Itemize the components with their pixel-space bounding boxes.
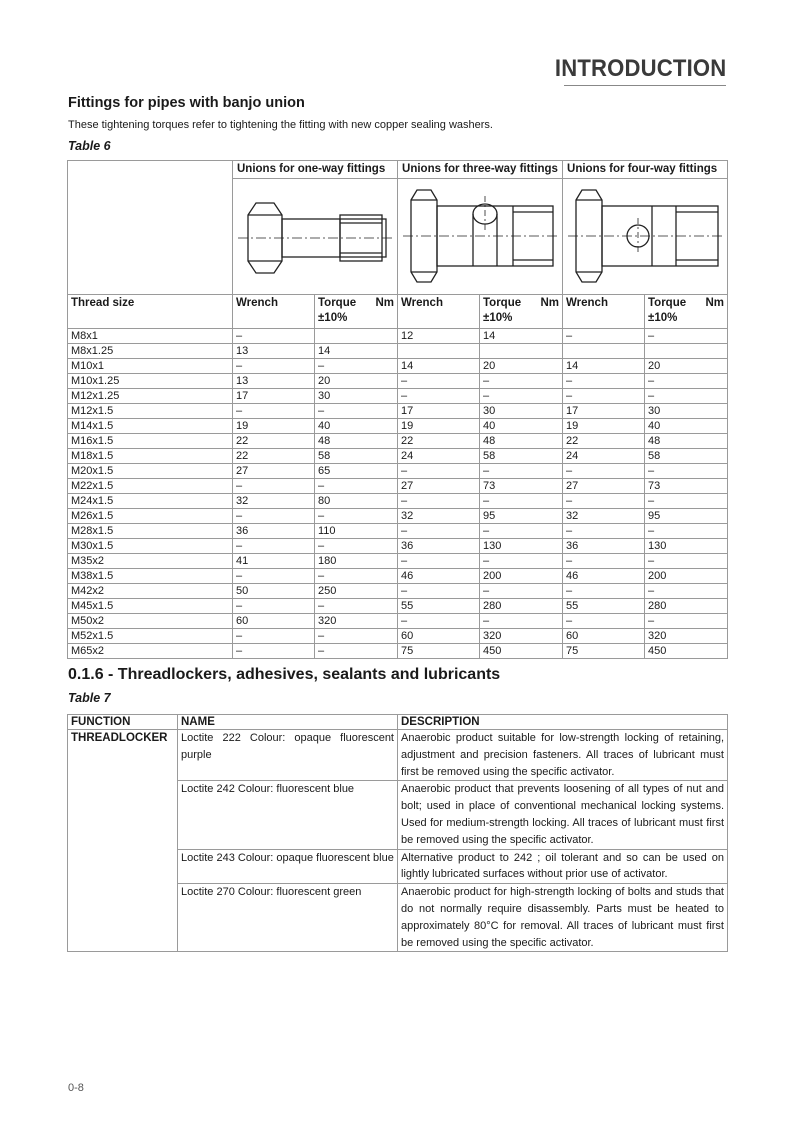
four-way-torque-cell: 280	[645, 599, 728, 614]
three-way-wrench-cell	[398, 344, 480, 359]
one-way-wrench-cell: –	[233, 404, 315, 419]
product-description-cell: Anaerobic product that prevents loosening of all types of nut and bolt; used in place of conventional mechanical locking systems. Used for medium-strength locking. All traces of lubricant must first be removed using the specific activator.	[398, 781, 728, 849]
four-way-torque-cell: –	[645, 494, 728, 509]
four-way-wrench-cell	[563, 344, 645, 359]
four-way-torque-cell: –	[645, 524, 728, 539]
table-row	[68, 614, 728, 629]
three-way-wrench-cell: 12	[398, 329, 480, 344]
torque-unit: Nm	[375, 297, 395, 309]
four-way-wrench-cell: 24	[563, 449, 645, 464]
thread-size-cell: M12x1.25	[68, 389, 233, 404]
four-way-wrench-cell: –	[563, 464, 645, 479]
three-way-torque-cell: 95	[480, 509, 563, 524]
one-way-wrench-cell: –	[233, 509, 315, 524]
one-way-torque-cell	[315, 329, 398, 344]
table-row	[68, 419, 728, 434]
section-description: These tightening torques refer to tightening the fitting with new copper sealing washers.	[68, 119, 493, 131]
thread-size-cell: M18x1.5	[68, 449, 233, 464]
four-way-wrench-cell: 17	[563, 404, 645, 419]
thread-size-cell: M52x1.5	[68, 629, 233, 644]
one-way-wrench-cell: 50	[233, 584, 315, 599]
one-way-wrench-cell: –	[233, 644, 315, 659]
three-way-wrench-cell: 75	[398, 644, 480, 659]
four-way-wrench-cell: –	[563, 374, 645, 389]
one-way-wrench-cell: –	[233, 329, 315, 344]
threadlocker-table	[67, 714, 728, 952]
four-way-torque-cell: 73	[645, 479, 728, 494]
four-way-torque-cell: 48	[645, 434, 728, 449]
one-way-torque-cell: –	[315, 359, 398, 374]
four-way-wrench-cell: –	[563, 389, 645, 404]
thread-size-cell: M14x1.5	[68, 419, 233, 434]
one-way-wrench-cell: –	[233, 629, 315, 644]
four-way-torque-cell: 95	[645, 509, 728, 524]
four-way-wrench-cell: 75	[563, 644, 645, 659]
one-way-union-drawing	[233, 179, 398, 295]
page-number: 0-8	[68, 1082, 84, 1094]
col-header-name: NAME	[178, 715, 398, 730]
three-way-torque-cell: 40	[480, 419, 563, 434]
three-way-wrench-cell: –	[398, 584, 480, 599]
torque-unit: Nm	[705, 297, 725, 309]
four-way-wrench-cell: 55	[563, 599, 645, 614]
col-header-torque	[315, 295, 398, 329]
thread-size-cell: M42x2	[68, 584, 233, 599]
thread-size-cell: M8x1	[68, 329, 233, 344]
four-way-wrench-cell: –	[563, 554, 645, 569]
table-row	[68, 389, 728, 404]
table-row	[68, 344, 728, 359]
four-way-torque-cell: –	[645, 389, 728, 404]
thread-size-cell: M22x1.5	[68, 479, 233, 494]
three-way-wrench-cell: –	[398, 524, 480, 539]
thread-size-cell: M8x1.25	[68, 344, 233, 359]
four-way-wrench-cell: 19	[563, 419, 645, 434]
product-name-cell: Loctite 243 Colour: opaque fluorescent blue	[178, 849, 398, 884]
product-description-cell: Anaerobic product for high-strength locking of bolts and studs that do not normally require disassembly. Parts must be heated to approximately 80°C for removal. All traces of lubricant must first be removed using the specific activator.	[398, 884, 728, 952]
three-way-torque-cell: 450	[480, 644, 563, 659]
col-header-wrench: Wrench	[563, 295, 645, 329]
three-way-wrench-cell: 17	[398, 404, 480, 419]
col-header-wrench: Wrench	[398, 295, 480, 329]
one-way-torque-cell: –	[315, 569, 398, 584]
table-row	[68, 599, 728, 614]
torque-tolerance: ±10%	[648, 312, 678, 324]
three-way-wrench-cell: –	[398, 389, 480, 404]
table-row	[68, 329, 728, 344]
four-way-torque-cell: –	[645, 584, 728, 599]
three-way-wrench-cell: 55	[398, 599, 480, 614]
one-way-torque-cell: 30	[315, 389, 398, 404]
table-row	[68, 494, 728, 509]
three-way-torque-cell: –	[480, 389, 563, 404]
header-rule	[564, 85, 726, 86]
col-header-description: DESCRIPTION	[398, 715, 728, 730]
four-way-wrench-cell: 36	[563, 539, 645, 554]
table-row	[68, 524, 728, 539]
four-way-torque-cell: –	[645, 464, 728, 479]
table-row	[68, 449, 728, 464]
four-way-wrench-cell: 14	[563, 359, 645, 374]
table-row	[68, 479, 728, 494]
one-way-wrench-cell: 13	[233, 344, 315, 359]
three-way-torque-cell: 14	[480, 329, 563, 344]
product-name-cell: Loctite 222 Colour: opaque fluorescent purple	[178, 730, 398, 781]
three-way-wrench-cell: –	[398, 554, 480, 569]
three-way-wrench-cell: –	[398, 464, 480, 479]
col-header-thread-size: Thread size	[68, 295, 233, 329]
thread-size-cell: M24x1.5	[68, 494, 233, 509]
one-way-torque-cell: 250	[315, 584, 398, 599]
four-way-torque-cell: 130	[645, 539, 728, 554]
one-way-torque-cell: 110	[315, 524, 398, 539]
four-way-torque-cell: 320	[645, 629, 728, 644]
three-way-torque-cell: 200	[480, 569, 563, 584]
three-way-torque-cell: –	[480, 614, 563, 629]
thread-size-cell: M16x1.5	[68, 434, 233, 449]
four-way-torque-cell: 200	[645, 569, 728, 584]
four-way-wrench-cell: 32	[563, 509, 645, 524]
three-way-union-drawing	[398, 179, 563, 295]
four-way-wrench-cell: 46	[563, 569, 645, 584]
table-row	[68, 569, 728, 584]
one-way-torque-cell: –	[315, 539, 398, 554]
table-row	[68, 509, 728, 524]
three-way-wrench-cell: –	[398, 494, 480, 509]
table-row	[68, 434, 728, 449]
one-way-torque-cell: –	[315, 509, 398, 524]
section-title-threadlockers: 0.1.6 - Threadlockers, adhesives, sealants and lubricants	[68, 666, 501, 683]
banjo-three-way-icon	[401, 180, 559, 290]
three-way-torque-cell: –	[480, 494, 563, 509]
table-7-caption: Table 7	[68, 691, 111, 705]
thread-size-cell: M38x1.5	[68, 569, 233, 584]
one-way-wrench-cell: 17	[233, 389, 315, 404]
col-header-wrench: Wrench	[233, 295, 315, 329]
one-way-torque-cell: 65	[315, 464, 398, 479]
three-way-wrench-cell: 14	[398, 359, 480, 374]
one-way-wrench-cell: 13	[233, 374, 315, 389]
four-way-wrench-cell: 27	[563, 479, 645, 494]
three-way-wrench-cell: 27	[398, 479, 480, 494]
one-way-torque-cell: –	[315, 599, 398, 614]
one-way-torque-cell: 20	[315, 374, 398, 389]
one-way-wrench-cell: 27	[233, 464, 315, 479]
one-way-wrench-cell: –	[233, 359, 315, 374]
three-way-torque-cell: –	[480, 584, 563, 599]
thread-size-cell: M12x1.5	[68, 404, 233, 419]
one-way-torque-cell: –	[315, 404, 398, 419]
three-way-torque-cell: 130	[480, 539, 563, 554]
one-way-torque-cell: –	[315, 644, 398, 659]
one-way-torque-cell: –	[315, 479, 398, 494]
one-way-wrench-cell: 32	[233, 494, 315, 509]
thread-size-cell: M10x1	[68, 359, 233, 374]
four-way-wrench-cell: –	[563, 584, 645, 599]
thread-size-cell: M20x1.5	[68, 464, 233, 479]
three-way-wrench-cell: –	[398, 614, 480, 629]
four-way-torque-cell: 450	[645, 644, 728, 659]
table-row	[68, 359, 728, 374]
torque-label: Torque	[318, 297, 357, 309]
four-way-torque-cell: –	[645, 329, 728, 344]
four-way-torque-cell	[645, 344, 728, 359]
table-row	[68, 584, 728, 599]
product-description-cell: Alternative product to 242 ; oil tolerant and so can be used on lightly lubricated surfaces without prior use of activator.	[398, 849, 728, 884]
one-way-torque-cell: –	[315, 629, 398, 644]
table-row	[68, 730, 728, 781]
thread-size-cell: M45x1.5	[68, 599, 233, 614]
one-way-torque-cell: 80	[315, 494, 398, 509]
table-row	[68, 539, 728, 554]
group-header-four-way: Unions for four-way fittings	[563, 161, 728, 179]
thread-size-cell: M26x1.5	[68, 509, 233, 524]
torque-label: Torque	[483, 297, 522, 309]
banjo-four-way-icon	[566, 180, 724, 290]
four-way-torque-cell: 58	[645, 449, 728, 464]
one-way-wrench-cell: 19	[233, 419, 315, 434]
torque-unit: Nm	[540, 297, 560, 309]
table-row	[68, 554, 728, 569]
group-header-one-way: Unions for one-way fittings	[233, 161, 398, 179]
page-header-title: INTRODUCTION	[554, 55, 726, 82]
one-way-torque-cell: 58	[315, 449, 398, 464]
three-way-torque-cell: 73	[480, 479, 563, 494]
one-way-wrench-cell: 41	[233, 554, 315, 569]
product-description-cell: Anaerobic product suitable for low-strength locking of retaining, adjustment and precision fasteners. All traces of lubricant must first be removed using the specific activator.	[398, 730, 728, 781]
torque-label: Torque	[648, 297, 687, 309]
product-name-cell: Loctite 242 Colour: fluorescent blue	[178, 781, 398, 849]
three-way-torque-cell: –	[480, 524, 563, 539]
col-header-torque	[480, 295, 563, 329]
three-way-wrench-cell: 19	[398, 419, 480, 434]
table-row	[68, 404, 728, 419]
three-way-wrench-cell: 32	[398, 509, 480, 524]
one-way-torque-cell: 40	[315, 419, 398, 434]
thread-size-cell: M35x2	[68, 554, 233, 569]
torque-tolerance: ±10%	[318, 312, 348, 324]
four-way-wrench-cell: –	[563, 329, 645, 344]
table-6-caption: Table 6	[68, 139, 111, 153]
one-way-wrench-cell: –	[233, 479, 315, 494]
three-way-torque-cell	[480, 344, 563, 359]
one-way-wrench-cell: 60	[233, 614, 315, 629]
product-name-cell: Loctite 270 Colour: fluorescent green	[178, 884, 398, 952]
one-way-wrench-cell: –	[233, 599, 315, 614]
three-way-torque-cell: 30	[480, 404, 563, 419]
three-way-wrench-cell: –	[398, 374, 480, 389]
three-way-torque-cell: –	[480, 554, 563, 569]
four-way-torque-cell: 40	[645, 419, 728, 434]
four-way-torque-cell: 30	[645, 404, 728, 419]
one-way-torque-cell: 180	[315, 554, 398, 569]
col-header-function: FUNCTION	[68, 715, 178, 730]
torque-tolerance: ±10%	[483, 312, 513, 324]
three-way-torque-cell: –	[480, 374, 563, 389]
four-way-wrench-cell: –	[563, 494, 645, 509]
function-cell: THREADLOCKER	[68, 730, 178, 952]
four-way-wrench-cell: –	[563, 524, 645, 539]
three-way-wrench-cell: 24	[398, 449, 480, 464]
thread-size-cell: M65x2	[68, 644, 233, 659]
three-way-wrench-cell: 46	[398, 569, 480, 584]
col-header-torque	[645, 295, 728, 329]
thread-size-cell: M50x2	[68, 614, 233, 629]
three-way-torque-cell: 20	[480, 359, 563, 374]
four-way-wrench-cell: 60	[563, 629, 645, 644]
thread-size-cell: M28x1.5	[68, 524, 233, 539]
four-way-torque-cell: –	[645, 374, 728, 389]
one-way-wrench-cell: 36	[233, 524, 315, 539]
four-way-torque-cell: –	[645, 554, 728, 569]
thread-size-cell: M30x1.5	[68, 539, 233, 554]
three-way-torque-cell: 320	[480, 629, 563, 644]
four-way-torque-cell: 20	[645, 359, 728, 374]
three-way-torque-cell: 280	[480, 599, 563, 614]
three-way-wrench-cell: 60	[398, 629, 480, 644]
one-way-torque-cell: 48	[315, 434, 398, 449]
one-way-wrench-cell: –	[233, 539, 315, 554]
one-way-wrench-cell: 22	[233, 449, 315, 464]
group-header-three-way: Unions for three-way fittings	[398, 161, 563, 179]
three-way-wrench-cell: 22	[398, 434, 480, 449]
one-way-torque-cell: 14	[315, 344, 398, 359]
one-way-wrench-cell: –	[233, 569, 315, 584]
four-way-wrench-cell: –	[563, 614, 645, 629]
table-row	[68, 374, 728, 389]
three-way-torque-cell: –	[480, 464, 563, 479]
one-way-wrench-cell: 22	[233, 434, 315, 449]
four-way-torque-cell: –	[645, 614, 728, 629]
three-way-wrench-cell: 36	[398, 539, 480, 554]
table-row	[68, 629, 728, 644]
thread-size-cell: M10x1.25	[68, 374, 233, 389]
torque-table	[67, 160, 728, 659]
three-way-torque-cell: 48	[480, 434, 563, 449]
one-way-torque-cell: 320	[315, 614, 398, 629]
three-way-torque-cell: 58	[480, 449, 563, 464]
blank-header-cell	[68, 161, 233, 295]
banjo-one-way-icon	[236, 185, 394, 285]
table-row	[68, 464, 728, 479]
section-title-fittings: Fittings for pipes with banjo union	[68, 95, 305, 111]
four-way-union-drawing	[563, 179, 728, 295]
table-row	[68, 644, 728, 659]
four-way-wrench-cell: 22	[563, 434, 645, 449]
